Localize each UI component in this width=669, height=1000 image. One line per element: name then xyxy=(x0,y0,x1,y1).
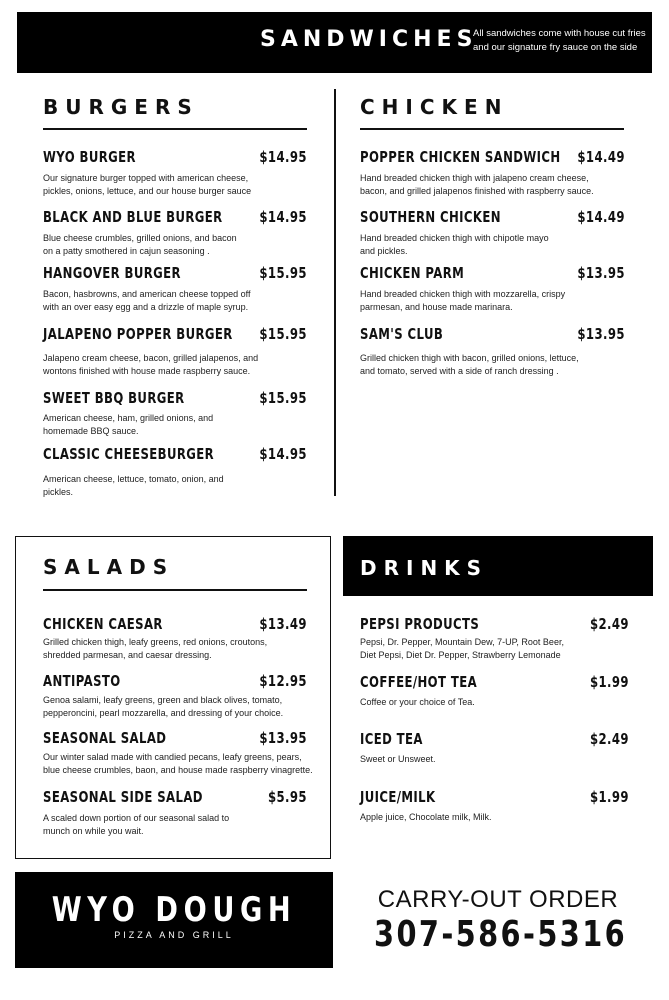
drink-desc xyxy=(360,636,629,662)
desc-line: pickles. xyxy=(43,487,74,497)
burger-item xyxy=(43,208,307,258)
desc-line: Hand breaded chicken thigh with chipotle mayo xyxy=(360,233,549,243)
desc-line: and pickles. xyxy=(360,246,408,256)
desc-line: parmesan, and house made marinara. xyxy=(360,302,513,312)
desc-line: Diet Pepsi, Diet Dr. Pepper, Strawberry Lemonade xyxy=(360,650,561,660)
salad-item xyxy=(43,615,307,662)
salad-price: $12.95 xyxy=(259,672,307,690)
desc-line: blue cheese crumbles, baon, and house made raspberry vinagrette. xyxy=(43,765,313,775)
brand-name: WYO DOUGH xyxy=(51,890,297,930)
chicken-desc xyxy=(360,288,625,314)
burger-desc xyxy=(43,473,307,499)
desc-line: Our winter salad made with candied pecans, leafy greens, pears, xyxy=(43,752,302,762)
desc-line: Genoa salami, leafy greens, green and black olives, tomato, xyxy=(43,695,283,705)
desc-line: A scaled down portion of our seasonal salad to xyxy=(43,813,230,823)
salads-rule xyxy=(43,589,307,591)
drink-name: JUICE/MILK xyxy=(360,788,436,806)
burger-name: CLASSIC CHEESEBURGER xyxy=(43,445,215,463)
burger-desc xyxy=(43,232,307,258)
header-note-line-2: and our signature fry sauce on the side xyxy=(473,42,638,53)
burger-price: $15.95 xyxy=(259,389,307,407)
burger-price: $14.95 xyxy=(259,148,307,166)
drink-price: $2.49 xyxy=(590,615,629,633)
drink-item xyxy=(360,615,629,662)
drink-name: COFFEE/HOT TEA xyxy=(360,673,478,691)
desc-line: Hand breaded chicken thigh with mozzarella, crispy xyxy=(360,289,566,299)
desc-line: Hand breaded chicken thigh with jalapeno cream cheese, xyxy=(360,173,589,183)
chicken-price: $14.49 xyxy=(577,208,625,226)
desc-line: Sweet or Unsweet. xyxy=(360,754,436,764)
column-divider xyxy=(334,89,336,496)
desc-line: munch on while you wait. xyxy=(43,826,144,836)
burger-name: WYO BURGER xyxy=(43,148,136,166)
burger-price: $14.95 xyxy=(259,208,307,226)
chicken-rule xyxy=(360,128,624,130)
desc-line: wontons finished with house made raspberry sauce. xyxy=(43,366,251,376)
burger-name: HANGOVER BURGER xyxy=(43,264,181,282)
desc-line: with an over easy egg and a drizzle of maple syrup. xyxy=(43,302,249,312)
drink-item xyxy=(360,673,629,709)
chicken-title: CHICKEN xyxy=(360,95,509,119)
drink-price: $1.99 xyxy=(590,673,629,691)
carryout-label: CARRY-OUT ORDER xyxy=(377,886,619,913)
drinks-title: DRINKS xyxy=(360,556,489,580)
burger-name: SWEET BBQ BURGER xyxy=(43,389,185,407)
salads-title: SALADS xyxy=(43,555,175,579)
drink-name: PEPSI PRODUCTS xyxy=(360,615,480,633)
desc-line: Grilled chicken thigh, leafy greens, red onions, croutons, xyxy=(43,637,268,647)
phone-number[interactable]: 307-586-5316 xyxy=(374,914,628,955)
drink-desc xyxy=(360,696,629,709)
desc-line: Our signature burger topped with american cheese, xyxy=(43,173,249,183)
burger-desc xyxy=(43,288,307,314)
chicken-price: $13.95 xyxy=(577,264,625,282)
desc-line: on a patty smothered in cajun seasoning . xyxy=(43,246,210,256)
desc-line: American cheese, lettuce, tomato, onion, and xyxy=(43,474,224,484)
salad-name: SEASONAL SIDE SALAD xyxy=(43,788,203,806)
salad-name: SEASONAL SALAD xyxy=(43,729,167,747)
salad-desc xyxy=(43,751,313,777)
chicken-item xyxy=(360,208,625,258)
burger-desc xyxy=(43,412,307,438)
desc-line: and tomato, served with a side of ranch dressing . xyxy=(360,366,559,376)
burger-item xyxy=(43,445,307,499)
burger-price: $15.95 xyxy=(259,325,307,343)
chicken-name: SAM'S CLUB xyxy=(360,325,444,343)
desc-line: Grilled chicken thigh with bacon, grilled onions, lettuce, xyxy=(360,353,579,363)
desc-line: American cheese, ham, grilled onions, and xyxy=(43,413,214,423)
burger-item xyxy=(43,264,307,314)
desc-line: Jalapeno cream cheese, bacon, grilled jalapenos, and xyxy=(43,353,259,363)
salad-desc xyxy=(43,812,307,838)
desc-line: homemade BBQ sauce. xyxy=(43,426,139,436)
salad-name: ANTIPASTO xyxy=(43,672,121,690)
desc-line: pepperoncini, pearl mozzarella, and dressing of your choice. xyxy=(43,708,284,718)
desc-line: bacon, and grilled jalapenos finished with raspberry sauce. xyxy=(360,186,594,196)
salad-name: CHICKEN CAESAR xyxy=(43,615,163,633)
desc-line: Apple juice, Chocolate milk, Milk. xyxy=(360,812,492,822)
salad-desc xyxy=(43,694,307,720)
salad-price: $13.95 xyxy=(259,729,307,747)
desc-line: pickles, onions, lettuce, and our house burger sauce xyxy=(43,186,252,196)
salad-item xyxy=(43,729,313,777)
header-note-line-1: All sandwiches come with house cut fries xyxy=(473,28,646,39)
burger-item xyxy=(43,148,307,198)
salad-price: $5.95 xyxy=(268,788,307,806)
chicken-desc xyxy=(360,232,625,258)
brand-tagline: PIZZA AND GRILL xyxy=(114,930,234,940)
burger-price: $15.95 xyxy=(259,264,307,282)
header-title: SANDWICHES xyxy=(260,27,478,52)
chicken-desc xyxy=(360,172,625,198)
drink-item xyxy=(360,730,629,766)
salad-desc xyxy=(43,636,307,662)
salad-price: $13.49 xyxy=(259,615,307,633)
burger-item xyxy=(43,389,307,438)
desc-line: shredded parmesan, and caesar dressing. xyxy=(43,650,212,660)
drink-item xyxy=(360,788,629,824)
burger-item xyxy=(43,325,307,378)
burger-desc xyxy=(43,352,307,378)
desc-line: Pepsi, Dr. Pepper, Mountain Dew, 7-UP, Root Beer, xyxy=(360,637,564,647)
chicken-price: $14.49 xyxy=(577,148,625,166)
burger-name: JALAPENO POPPER BURGER xyxy=(43,325,233,343)
drink-name: ICED TEA xyxy=(360,730,423,748)
salad-item xyxy=(43,788,307,838)
chicken-name: CHICKEN PARM xyxy=(360,264,465,282)
brand-logo xyxy=(15,890,333,940)
desc-line: Coffee or your choice of Tea. xyxy=(360,697,475,707)
drink-desc xyxy=(360,753,629,766)
chicken-item xyxy=(360,264,625,314)
chicken-item xyxy=(360,325,625,378)
desc-line: Bacon, hasbrowns, and american cheese topped off xyxy=(43,289,251,299)
burger-desc xyxy=(43,172,307,198)
drink-price: $2.49 xyxy=(590,730,629,748)
salad-item xyxy=(43,672,307,720)
drink-desc xyxy=(360,811,629,824)
burger-name: BLACK AND BLUE BURGER xyxy=(43,208,223,226)
chicken-name: POPPER CHICKEN SANDWICH xyxy=(360,148,561,166)
burger-price: $14.95 xyxy=(259,445,307,463)
chicken-item xyxy=(360,148,625,198)
drink-price: $1.99 xyxy=(590,788,629,806)
burgers-title: BURGERS xyxy=(43,95,199,119)
chicken-price: $13.95 xyxy=(577,325,625,343)
chicken-name: SOUTHERN CHICKEN xyxy=(360,208,501,226)
desc-line: Blue cheese crumbles, grilled onions, and bacon xyxy=(43,233,237,243)
chicken-desc xyxy=(360,352,625,378)
burgers-rule xyxy=(43,128,307,130)
header-note xyxy=(473,27,646,55)
